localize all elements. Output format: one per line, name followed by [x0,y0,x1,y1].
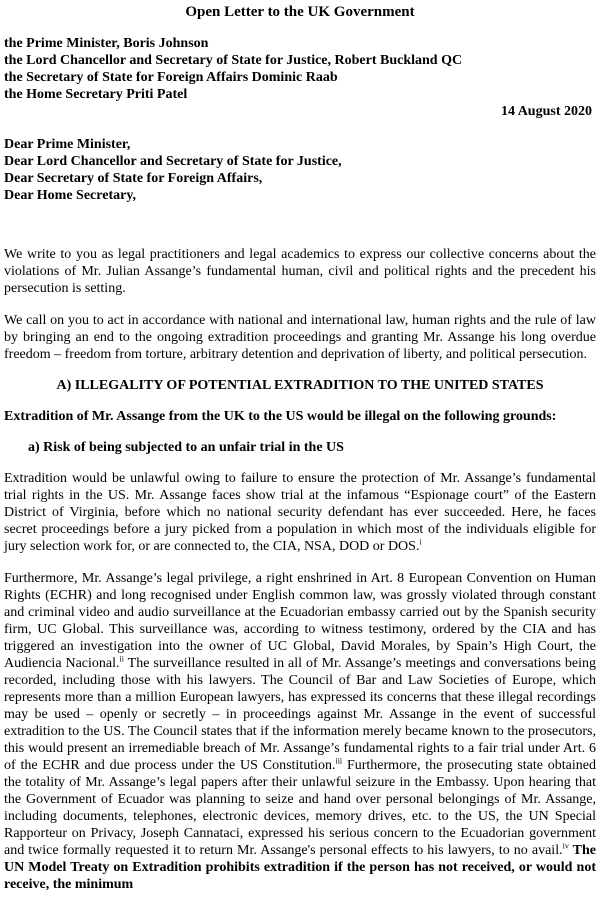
paragraph-unfair-trial [4,470,596,555]
addressee-list [4,35,596,103]
paragraph-text: Extradition would be unlawful owing to failure to ensure the protection of Mr. Assange’s fundamental trial rights in the US. Mr. Assange faces show trial at the infamous “Espionage court” of the Eastern District of Virginia, before which no national security defendant has ever succeeded. Here, he faces secret proceedings before a jury picked from a population in which most of the individuals eligible for jury selection work for, or are connected to, the CIA, NSA, DOD or DOS. [4,471,596,554]
bold-text: The UN Model Treaty on Extradition prohibits extradition if the person has not received, or would not receive, the minimum [4,843,596,892]
section-a-heading: A) ILLEGALITY OF POTENTIAL EXTRADITION TO THE UNITED STATES [56,378,544,393]
letter-title: Open Letter to the UK Government [185,4,415,20]
salutation-list [4,136,596,204]
intro-paragraph: We call on you to act in accordance with national and international law, human rights and the rule of law by bringing an end to the ongoing extradition proceedings and granting Mr. Assange his long overdue freedom – freedom from torture, arbitrary detention and deprivation of liberty, and political persecution. [4,313,596,362]
salutation-line: Dear Lord Chancellor and Secretary of State for Justice, [4,154,342,169]
paragraph-legal-privilege [4,570,596,893]
salutation-line: Dear Home Secretary, [4,188,137,203]
endnote-marker: iv [562,841,569,851]
paragraph-text: Furthermore, the prosecuting state obtained the totality of Mr. Assange’s legal papers after their unlawful seizure in the Embassy. Upon hearing that the Government of Ecuador was planning to seize and hand over personal belongings of Mr. Assange, including documents, telephones, electronic devices, memory drives, etc. to the US, the UN Special Rapporteur on Privacy, Joseph Cannataci, expressed his serious concern to the Ecuadorian government and twice formally requested it to return Mr. Assange's personal effects to his lawyers, to no avail. [4,758,596,858]
grounds-line: Extradition of Mr. Assange from the UK to the US would be illegal on the following grounds: [4,409,557,424]
addressee-line: the Prime Minister, Boris Johnson [4,36,209,51]
addressee-line: the Secretary of State for Foreign Affairs Dominic Raab [4,70,338,85]
sub-heading-unfair-trial: a) Risk of being subjected to an unfair trial in the US [28,440,344,455]
addressee-line: the Lord Chancellor and Secretary of State for Justice, Robert Buckland QC [4,53,463,68]
salutation-line: Dear Prime Minister, [4,137,131,152]
endnote-marker: ii [119,654,124,664]
intro-paragraph: We write to you as legal practitioners and legal academics to express our collective concerns about the violations of Mr. Julian Assange’s fundamental human, civil and political rights and the precedent his persecution is setting. [4,247,596,296]
endnote-marker: i [419,537,422,547]
letter-page [0,3,600,913]
addressee-line: the Home Secretary Priti Patel [4,87,188,102]
salutation-line: Dear Secretary of State for Foreign Affairs, [4,171,263,186]
endnote-marker: iii [335,756,343,766]
letter-date: 14 August 2020 [500,104,592,119]
paragraph-text: Furthermore, Mr. Assange’s legal privilege, a right enshrined in Art. 8 European Convention on Human Rights (ECHR) and long recognised under English common law, was grossly violated through constant and criminal video and audio surveillance at the Ecuadorian embassy carried out by the Spanish security firm, UC Global. This surveillance was, according to witness testimony, ordered by the CIA and has triggered an investigation into the owner of UC Global, David Morales, by Spain’s High Court, the Audiencia Nacional. [4,571,596,671]
paragraph-text: The surveillance resulted in all of Mr. Assange’s meetings and conversations being recorded, including those with his lawyers. The Council of Bar and Law Societies of Europe, which represents more than a million European lawyers, has expressed its concerns that these illegal recordings may be used – openly or secretly – in proceedings against Mr. Assange in the event of successful extradition to the US. The Council states that if the information merely became known to the prosecutors, this would present an irremediable breach of Mr. Assange’s fundamental rights to a fair trial under Art. 6 of the ECHR and due process under the US Constitution. [4,656,596,773]
